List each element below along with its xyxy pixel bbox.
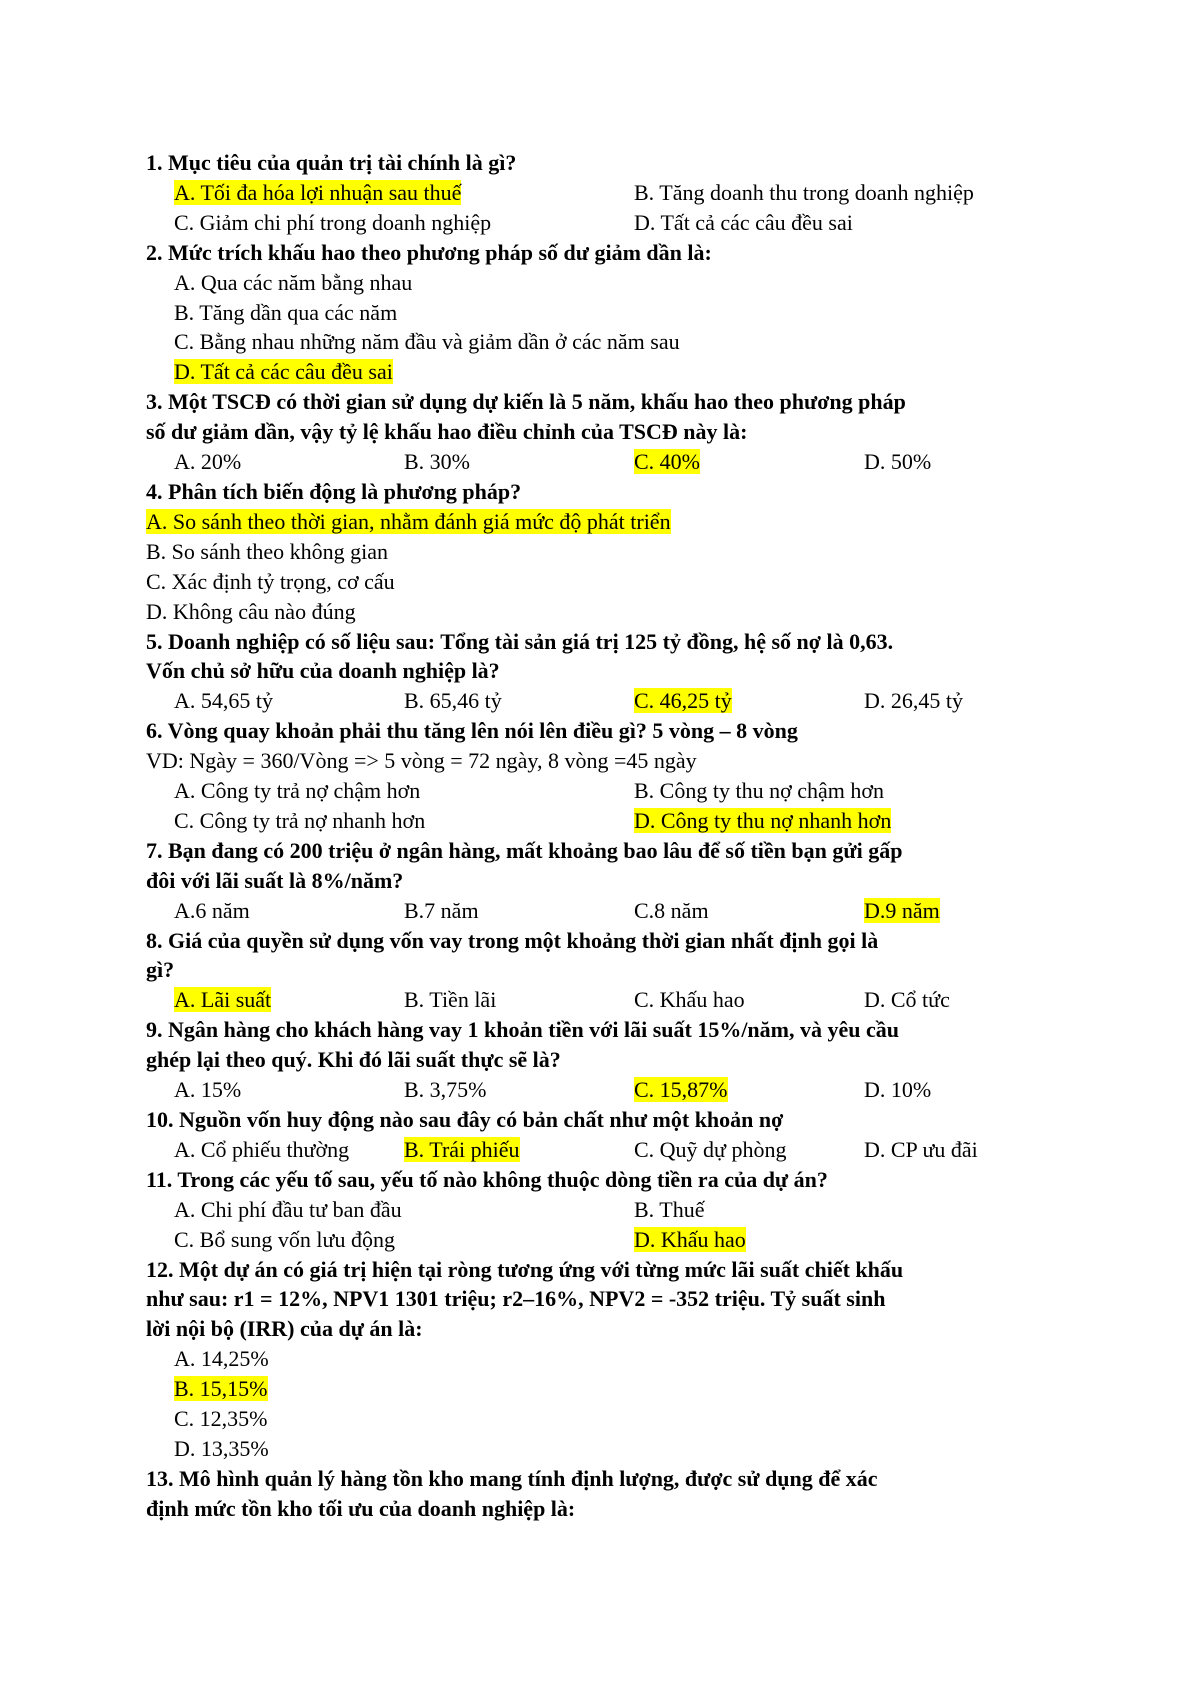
q5-option-a: A. 54,65 tỷ	[174, 688, 273, 714]
q1-options-row-2	[146, 208, 1076, 238]
q3-option-a: A. 20%	[174, 449, 242, 475]
q9-option-b: B. 3,75%	[404, 1077, 487, 1103]
question-8-line-1: 8. Giá của quyền sử dụng vốn vay trong một khoảng thời gian nhất định gọi là	[146, 927, 879, 953]
question-7-line-1: 7. Bạn đang có 200 triệu ở ngân hàng, mất khoảng bao lâu để số tiền bạn gửi gấp	[146, 837, 903, 863]
q6-options-row-1	[146, 776, 1076, 806]
q11-option-a: A. Chi phí đầu tư ban đầu	[174, 1196, 402, 1222]
question-5-line-2: Vốn chủ sở hữu của doanh nghiệp là?	[146, 658, 500, 684]
q2-option-d-correct: D. Tất cả các câu đều sai	[174, 359, 393, 385]
q5-option-b: B. 65,46 tỷ	[404, 688, 502, 714]
q12-option-a: A. 14,25%	[174, 1346, 269, 1372]
q6-option-b: B. Công ty thu nợ chậm hơn	[634, 778, 884, 804]
question-13-line-1: 13. Mô hình quản lý hàng tồn kho mang tính định lượng, được sử dụng để xác	[146, 1465, 878, 1491]
q4-option-d: D. Không câu nào đúng	[146, 598, 356, 624]
q7-option-a: A.6 năm	[174, 897, 250, 923]
question-6: 6. Vòng quay khoản phải thu tăng lên nói lên điều gì? 5 vòng – 8 vòng	[146, 718, 798, 744]
q4-option-a-correct: A. So sánh theo thời gian, nhằm đánh giá mức độ phát triển	[146, 508, 671, 534]
q7-options-row	[146, 896, 1076, 926]
q2-option-b: B. Tăng dần qua các năm	[174, 299, 398, 325]
q11-options-row-1	[146, 1195, 1076, 1225]
question-2: 2. Mức trích khấu hao theo phương pháp số dư giảm dần là:	[146, 239, 712, 265]
q12-option-d: D. 13,35%	[174, 1435, 269, 1461]
question-3-line-2: số dư giảm dần, vậy tỷ lệ khấu hao điều chỉnh của TSCĐ này là:	[146, 419, 748, 445]
question-12-line-1: 12. Một dự án có giá trị hiện tại ròng tương ứng với từng mức lãi suất chiết khấu	[146, 1256, 904, 1282]
q7-option-d-correct: D.9 năm	[864, 897, 940, 923]
question-9-line-2: ghép lại theo quý. Khi đó lãi suất thực sẽ là?	[146, 1047, 561, 1073]
q8-option-d: D. Cổ tức	[864, 987, 950, 1013]
q1-option-d: D. Tất cả các câu đều sai	[634, 209, 853, 235]
exam-document	[146, 148, 1076, 1524]
question-9-line-1: 9. Ngân hàng cho khách hàng vay 1 khoản tiền với lãi suất 15%/năm, và yêu cầu	[146, 1017, 899, 1043]
q6-option-d-correct: D. Công ty thu nợ nhanh hơn	[634, 807, 892, 833]
q3-option-b: B. 30%	[404, 449, 470, 475]
q5-option-c-correct: C. 46,25 tỷ	[634, 688, 732, 714]
q2-option-c: C. Bằng nhau những năm đầu và giảm dần ở các năm sau	[174, 329, 680, 355]
q8-options-row	[146, 985, 1076, 1015]
question-11: 11. Trong các yếu tố sau, yếu tố nào không thuộc dòng tiền ra của dự án?	[146, 1166, 828, 1192]
q8-option-c: C. Khấu hao	[634, 987, 745, 1013]
q1-option-a-correct: A. Tối đa hóa lợi nhuận sau thuế	[174, 179, 462, 205]
question-5-line-1: 5. Doanh nghiệp có số liệu sau: Tổng tài sản giá trị 125 tỷ đồng, hệ số nợ là 0,63.	[146, 628, 894, 654]
question-4: 4. Phân tích biến động là phương pháp?	[146, 478, 522, 504]
question-13-line-2: định mức tồn kho tối ưu của doanh nghiệp là:	[146, 1495, 576, 1521]
q4-option-c: C. Xác định tỷ trọng, cơ cấu	[146, 568, 395, 594]
question-10: 10. Nguồn vốn huy động nào sau đây có bản chất như một khoản nợ	[146, 1107, 784, 1132]
question-12-line-2: như sau: r1 = 12%, NPV1 1301 triệu; r2–16%, NPV2 = -352 triệu. Tỷ suất sinh	[146, 1286, 886, 1312]
q9-option-a: A. 15%	[174, 1077, 242, 1103]
q10-options-row	[146, 1135, 1076, 1165]
q6-example-note: VD: Ngày = 360/Vòng => 5 vòng = 72 ngày, 8 vòng =45 ngày	[146, 748, 697, 774]
q10-option-b-correct: B. Trái phiếu	[404, 1136, 520, 1162]
q1-options-row-1	[146, 178, 1076, 208]
q8-option-b: B. Tiền lãi	[404, 987, 497, 1013]
q8-option-a-correct: A. Lãi suất	[174, 987, 272, 1013]
q7-option-b: B.7 năm	[404, 897, 479, 923]
question-3-line-1: 3. Một TSCĐ có thời gian sử dụng dự kiến là 5 năm, khấu hao theo phương pháp	[146, 389, 906, 415]
question-8-line-2: gì?	[146, 957, 175, 983]
q3-option-d: D. 50%	[864, 449, 932, 475]
q7-option-c: C.8 năm	[634, 897, 709, 923]
q10-option-c: C. Quỹ dự phòng	[634, 1136, 787, 1162]
question-7-line-2: đôi với lãi suất là 8%/năm?	[146, 867, 404, 893]
q5-options-row	[146, 686, 1076, 716]
q11-option-c: C. Bổ sung vốn lưu động	[174, 1226, 395, 1252]
q12-option-c: C. 12,35%	[174, 1406, 268, 1432]
q5-option-d: D. 26,45 tỷ	[864, 688, 963, 714]
q11-options-row-2	[146, 1225, 1076, 1255]
q3-options-row	[146, 447, 1076, 477]
q11-option-d-correct: D. Khấu hao	[634, 1226, 746, 1252]
q3-option-c-correct: C. 40%	[634, 449, 700, 475]
q6-options-row-2	[146, 806, 1076, 836]
q1-option-c: C. Giảm chi phí trong doanh nghiệp	[174, 209, 492, 235]
q9-options-row	[146, 1075, 1076, 1105]
q11-option-b: B. Thuế	[634, 1196, 705, 1222]
q2-option-a: A. Qua các năm bằng nhau	[174, 269, 413, 295]
question-12-line-3: lời nội bộ (IRR) của dự án là:	[146, 1316, 423, 1342]
q1-option-b: B. Tăng doanh thu trong doanh nghiệp	[634, 179, 974, 205]
q12-option-b-correct: B. 15,15%	[174, 1376, 268, 1402]
q9-option-c-correct: C. 15,87%	[634, 1077, 728, 1103]
q6-option-a: A. Công ty trả nợ chậm hơn	[174, 778, 421, 804]
q6-option-c: C. Công ty trả nợ nhanh hơn	[174, 807, 426, 833]
question-1: 1. Mục tiêu của quản trị tài chính là gì?	[146, 150, 517, 175]
q4-option-b: B. So sánh theo không gian	[146, 538, 388, 564]
q9-option-d: D. 10%	[864, 1077, 932, 1103]
q10-option-a: A. Cổ phiếu thường	[174, 1136, 350, 1162]
q10-option-d: D. CP ưu đãi	[864, 1136, 978, 1162]
